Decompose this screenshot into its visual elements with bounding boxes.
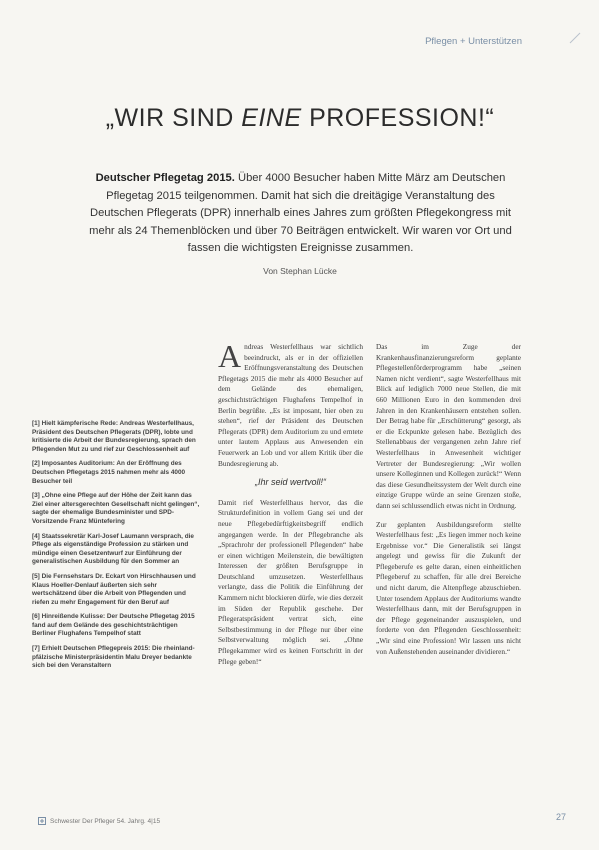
body-paragraph: Damit rief Westerfellhaus hervor, das die Strukturdefinition in vollem Gang sei und der neue Pflegebedürftigkeitsbegriff endlich angegangen werde. In der Pflegebranche als „Sprachrohr der professionell Pflegenden“ habe er einen wichtigen Meilenstein, die bewältigten Interessen der größten Berufsgruppe in Deutschland umzusetzen. Westerfellhaus verlangte, dass die Politik die Einführung der Kammern nicht blockieren dürfe, wie dies derzeit im Süden der Republik geschehe. Der Pflegeratspräsident vertrat sich, eine Selbstbestimmung in der Pflege nur über eine Selbstverwaltung möglich sei. „Ohne Pflegekammer wird es keinen Fortschritt in der Pflege geben!“ — [218, 497, 363, 666]
caption-3: [3] „Ohne eine Pflege auf der Höhe der Zeit kann das Ziel einer altersgerechten Gesellschaft nicht gelingen“, sagte der ehemalige Bundesminister und SPD-Vorsitzende Franz Müntefering — [32, 492, 200, 525]
lead-text: Über 4000 Besucher haben Mitte März am Deutschen Pflegetag 2015 teilgenommen. Damit hat sich die dreitägige Veranstaltung des Deutschen Pflegerats (DPR) innerhalb eines Jahres zum größten Pflegekongress mit mehr als 24 Themenblöcken und über 70 Beiträgen entwickelt. Wir waren vor Ort und fassen die wichtigsten Ereignisse zusammen. — [89, 172, 512, 254]
title-part-1: „WIR SIND — [105, 104, 242, 132]
body-column-1 — [218, 338, 363, 675]
body-paragraph: Zur geplanten Ausbildungsreform stellte Westerfellhaus fest: „Es liegen immer noch keine Ergebnisse vor.“ Die Generalistik sei längst angelegt und gewiss für die Zukunft der Pflegeberufe es gelte daran, einen einheitlichen Pflegeberuf zu schaffen, für alle drei Bereiche und nicht darum, die Altenpflege abzuschieben. Unter tosendem Applaus der Auditoriums wandte Westerfellhaus dann, mit der Berufsgruppen in der Pflege gegeneinander auszuspielen, und forderte von den Pflegenden Geschlossenheit: „Wir sind eine Profession! Wir lassen uns nicht von Außenstehenden auseinander dividieren.“ — [376, 519, 521, 656]
paragraph-text: ndreas Westerfellhaus war sichtlich beeindruckt, als er in der offiziellen Eröffnungsveranstaltung des Deutschen Pflegetags 2015 die mehr als 4000 Besucher auf dem Gelände des ehemaligen, geschichtsträchtigen Flughafens Tempelhof in Berlin begrüßte. „Es ist imposant, hier oben zu stehen“, rief der Präsident des Deutschen Pflegerats (DPR) dem Auditorium zu und erntete unter lautem Applaus aus Anwesenden ein Feuerwerk an Lob und vor allem Kritik über die Bundesregierung ab. — [218, 342, 363, 468]
drop-cap: A — [218, 338, 242, 374]
caption-5: [5] Die Fernsehstars Dr. Eckart von Hirschhausen und Klaus Hoeller-Denlauf äußerten sich sehr wertschätzend über die Arbeit von Pflegenden und riefen zu mehr Engagement für den Beruf auf — [32, 572, 196, 606]
caption-2: [2] Imposantes Auditorium: An der Eröffnung des Deutschen Pflegetags 2015 nahmen mehr als 4000 Besucher teil — [32, 460, 186, 485]
caption-1: [1] Hielt kämpferische Rede: Andreas Westerfellhaus, Präsident des Deutschen Pflegerats (DPR), lobte und kritisierte die Arbeit der Bundesregierung, sprach den Pflegenden Mut zu und rief zur Geschlossenheit auf — [32, 420, 196, 453]
article-title — [40, 104, 560, 133]
page-footer — [38, 815, 258, 827]
title-part-2: PROFESSION!“ — [301, 104, 495, 132]
body-subheading: „Ihr seid wertvoll!“ — [254, 477, 326, 488]
caption-7: [7] Erhielt Deutschen Pflegepreis 2015: Die rheinland-pfälzische Ministerpräsidentin Malu Dreyer bedankte sich bei den Veranstaltern — [32, 645, 195, 670]
section-label: Pflegen + Unterstützen — [425, 36, 522, 47]
publication-name: Schwester Der Pfleger 54. Jahrg. 4|15 — [50, 817, 161, 825]
body-column-2 — [376, 342, 521, 665]
title-emphasis: EINE — [241, 104, 302, 132]
lead-bold: Deutscher Pflegetag 2015. — [95, 172, 235, 184]
body-paragraph: Das im Zuge der Krankenhausfinanzierungsreform geplante Pflegestellenförderprogramm habe „seinen Namen nicht verdient“, sagte Westerfellhaus mit Blick auf lediglich 7000 neue Stellen, die mit 660 Millionen Euro in den kommenden drei Jahren in den Krankenhäusern entstehen sollen. Der Betrag habe für „Erschütterung“ gesorgt, als er die Eckpunkte gelesen habe. Bezüglich des Stellenabbaus der vergangenen zehn Jahre rief Westerfellhaus in Anwesenheit wichtiger Vertreter der Bundesregierung: „Wir wollen unsere Kolleginnen und Kollegen zurück!“ Wenn das diese Gesundheitssystem der Welt durch eine einzige Gruppe würde an seine Grenzen stoße, dann sei schlussendlich etwas nicht in Ordnung. — [376, 342, 521, 510]
publication-logo-icon — [38, 817, 46, 825]
caption-6: [6] Hinreißende Kulisse: Der Deutsche Pflegetag 2015 fand auf dem Gelände des geschichtsträchtigen Berliner Flughafens Tempelhof statt — [32, 613, 195, 638]
caption-4: [4] Staatssekretär Karl-Josef Laumann versprach, die Pflege als eigenständige Profession zu stärken und mündige einen Gesetzentwurf zur Einführung der generalistischen Ausbildung für den Sommer an — [32, 532, 194, 566]
author-byline: Von Stephan Lücke — [263, 266, 337, 276]
crop-mark-icon — [568, 31, 582, 45]
photo-captions — [32, 420, 202, 677]
body-paragraph — [218, 338, 363, 469]
lead-paragraph — [78, 170, 523, 258]
page-number: 27 — [555, 812, 566, 822]
